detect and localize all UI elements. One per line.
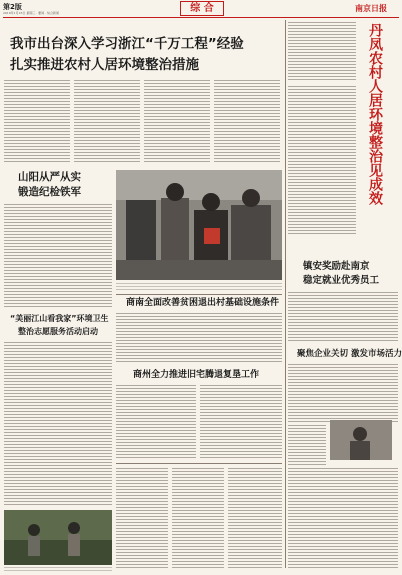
shangnan-headline: 商南全面改善贫困退出村基础设施条件 xyxy=(126,298,280,308)
right-divider xyxy=(285,20,286,568)
shanyang-headline-1: 山阳从严从实 xyxy=(18,171,81,183)
juji-photo-illustration xyxy=(330,420,392,460)
lead-body-col-1 xyxy=(4,80,70,164)
page-number: 第2版 xyxy=(3,3,22,11)
news-photo xyxy=(116,170,282,280)
right-feature-headline: 丹凤农村人居环境整治见成效 xyxy=(367,23,383,205)
photo-illustration xyxy=(116,170,282,280)
lower-body-col-3 xyxy=(228,468,282,568)
lower-body-col-2 xyxy=(172,468,224,568)
lead-headline-2: 扎实推进农村人居环境整治措施 xyxy=(10,57,199,73)
photo-caption xyxy=(116,283,282,291)
zhenan-headline-2: 稳定就业优秀员工 xyxy=(303,275,380,286)
meili-body xyxy=(4,342,112,507)
lead-body-col-2 xyxy=(74,80,140,164)
shangzhou-body-1 xyxy=(116,385,196,460)
shanyang-headline-2: 锻造纪检铁军 xyxy=(18,186,81,198)
lead-body-col-3 xyxy=(144,80,210,164)
bottom-photo-caption xyxy=(4,567,112,571)
shangzhou-body-2 xyxy=(200,385,282,460)
shanyang-body xyxy=(4,204,112,308)
zhenan-body xyxy=(288,292,398,342)
bottom-photo-illustration xyxy=(4,510,112,565)
meili-headline-2: 整治志愿服务活动启动 xyxy=(18,327,98,336)
shangzhou-headline: 商州全力推进旧宅腾退复垦工作 xyxy=(133,370,260,380)
zhenan-headline-1: 镇安奖励赴南京 xyxy=(303,261,370,272)
lead-headline-1: 我市出台深入学习浙江“千万工程”经验 xyxy=(10,36,244,52)
right-col-text-top xyxy=(288,22,356,82)
brand-logo: 南京日报 xyxy=(355,3,387,13)
juji-body-2 xyxy=(288,425,326,465)
bottom-left-photo xyxy=(4,510,112,565)
masthead-rule xyxy=(3,17,399,18)
juji-body-3 xyxy=(288,468,398,568)
juji-body xyxy=(288,364,398,424)
lead-body-col-4 xyxy=(214,80,280,164)
shangnan-body xyxy=(116,313,282,363)
juji-headline: 聚焦企业关切 激发市场活力 xyxy=(297,349,402,359)
juji-photo xyxy=(330,420,392,460)
lower-body-col-1 xyxy=(116,468,168,568)
top-line: 2019年1月16日 星期三 · 要闻 · 综合新闻 xyxy=(3,11,60,15)
right-col-text-mid xyxy=(288,86,356,236)
section-tab: 综 合 xyxy=(180,1,224,16)
shangzhou-rule xyxy=(116,463,282,464)
meili-headline-1: “美丽江山看我家”环境卫生 xyxy=(10,314,109,323)
shangnan-rule xyxy=(116,294,282,295)
